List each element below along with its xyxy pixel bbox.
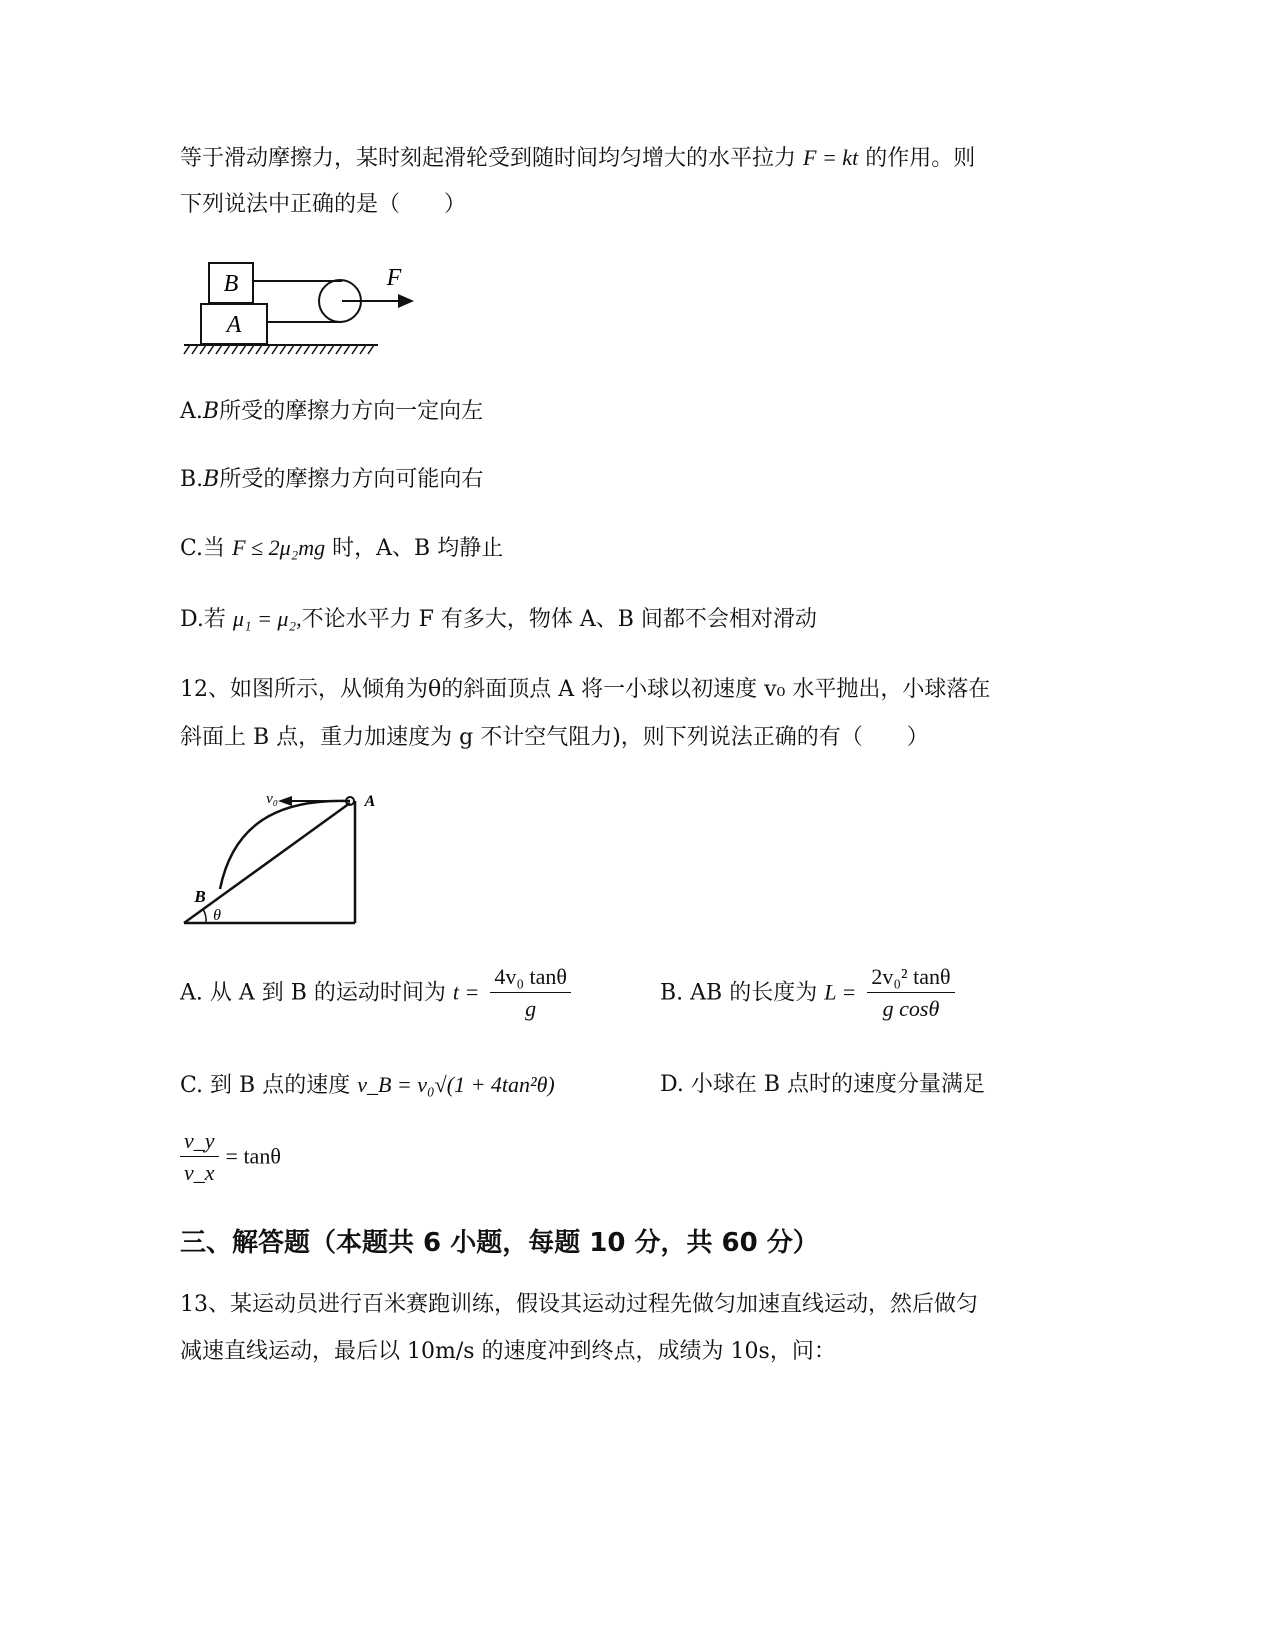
label-theta: θ <box>213 907 221 924</box>
q12-stem-line-1: 12、如图所示，从倾角为θ的斜面顶点 A 将一小球以初速度 v₀ 水平抛出，小球落在 <box>180 677 991 702</box>
incline-line <box>184 803 350 923</box>
q11-option-d <box>180 604 817 635</box>
option-lhs: t = <box>452 979 480 1005</box>
option-fraction <box>490 962 571 1025</box>
fraction-denominator: v_x <box>184 1160 215 1185</box>
option-lead: 当 <box>203 536 226 561</box>
label-point-b: B <box>194 887 206 906</box>
option-text: 所受的摩擦力方向可能向右 <box>219 467 484 492</box>
q12-option-c <box>180 1070 555 1101</box>
q11-stem-line-2: 下列说法中正确的是（ ） <box>180 192 467 217</box>
option-prefix: B. <box>180 467 204 492</box>
label-block-b: B <box>223 271 239 297</box>
option-lead: 若 <box>203 607 226 632</box>
option-text: 时，A、B 均静止 <box>332 536 504 561</box>
q11-option-c <box>180 533 503 564</box>
q12-option-b <box>660 962 955 1025</box>
fraction-denominator: g cosθ <box>882 996 940 1021</box>
option-text: A. 从 A 到 B 的运动时间为 <box>180 980 446 1006</box>
label-point-a: A <box>364 793 376 810</box>
option-fraction <box>180 1126 219 1189</box>
option-var: B <box>203 467 220 492</box>
option-var: B <box>202 399 220 424</box>
q12-option-a <box>180 962 571 1025</box>
q11-stem-line-1 <box>180 143 975 174</box>
option-text: B. AB 的长度为 <box>660 980 818 1006</box>
q13-stem-line-1: 13、某运动员进行百米赛跑训练，假设其运动过程先做匀加速直线运动，然后做匀 <box>180 1292 978 1317</box>
trajectory-curve <box>220 801 350 889</box>
section-heading: 三、解答题（本题共 6 小题，每题 10 分，共 60 分） <box>180 1228 819 1258</box>
option-text: 所受的摩擦力方向一定向左 <box>219 399 484 424</box>
q11-force-formula: F = kt <box>803 145 859 170</box>
q11-option-b <box>180 465 483 495</box>
q11-stem-end: 的作用。则 <box>865 146 976 171</box>
label-v0: v₀ <box>266 791 278 807</box>
fraction-numerator: v_y <box>180 1126 219 1157</box>
label-block-a: A <box>226 312 242 338</box>
label-force-f: F <box>386 265 402 291</box>
velocity-arrow-head <box>278 796 292 806</box>
q12-option-d-formula <box>180 1126 281 1189</box>
option-text: C. 到 B 点的速度 <box>180 1073 351 1098</box>
option-formula: v_B = v₀√(1 + 4tan²θ) <box>357 1072 555 1097</box>
option-prefix: D. <box>180 607 204 632</box>
q11-stem-text: 等于滑动摩擦力，某时刻起滑轮受到随时间均匀增大的水平拉力 <box>180 146 797 171</box>
option-fraction <box>867 962 954 1025</box>
q13-stem-line-2: 减速直线运动，最后以 10m/s 的速度冲到终点，成绩为 10s，问： <box>180 1339 836 1364</box>
option-prefix: C. <box>180 536 204 561</box>
force-arrow-head <box>398 294 414 308</box>
q12-stem-line-2: 斜面上 B 点，重力加速度为 g 不计空气阻力)，则下列说法正确的有（ ） <box>180 725 929 750</box>
fraction-denominator: g <box>525 996 537 1021</box>
fraction-numerator: 2v₀² tanθ <box>867 962 954 993</box>
q11-pulley-figure <box>182 258 422 368</box>
option-prefix: A. <box>180 399 203 424</box>
option-rhs: = tanθ <box>225 1143 281 1169</box>
option-formula: F ≤ 2μ₂mg <box>232 535 326 560</box>
option-formula: μ₁ = μ₂, <box>232 606 302 631</box>
q11-option-a <box>180 397 483 427</box>
q12-incline-figure <box>180 785 376 930</box>
fraction-numerator: 4v₀ tanθ <box>490 962 571 993</box>
q12-option-d: D. 小球在 B 点时的速度分量满足 <box>660 1072 985 1097</box>
option-text: 不论水平力 F 有多大，物体 A、B 间都不会相对滑动 <box>301 607 817 632</box>
option-lhs: L = <box>824 979 857 1005</box>
